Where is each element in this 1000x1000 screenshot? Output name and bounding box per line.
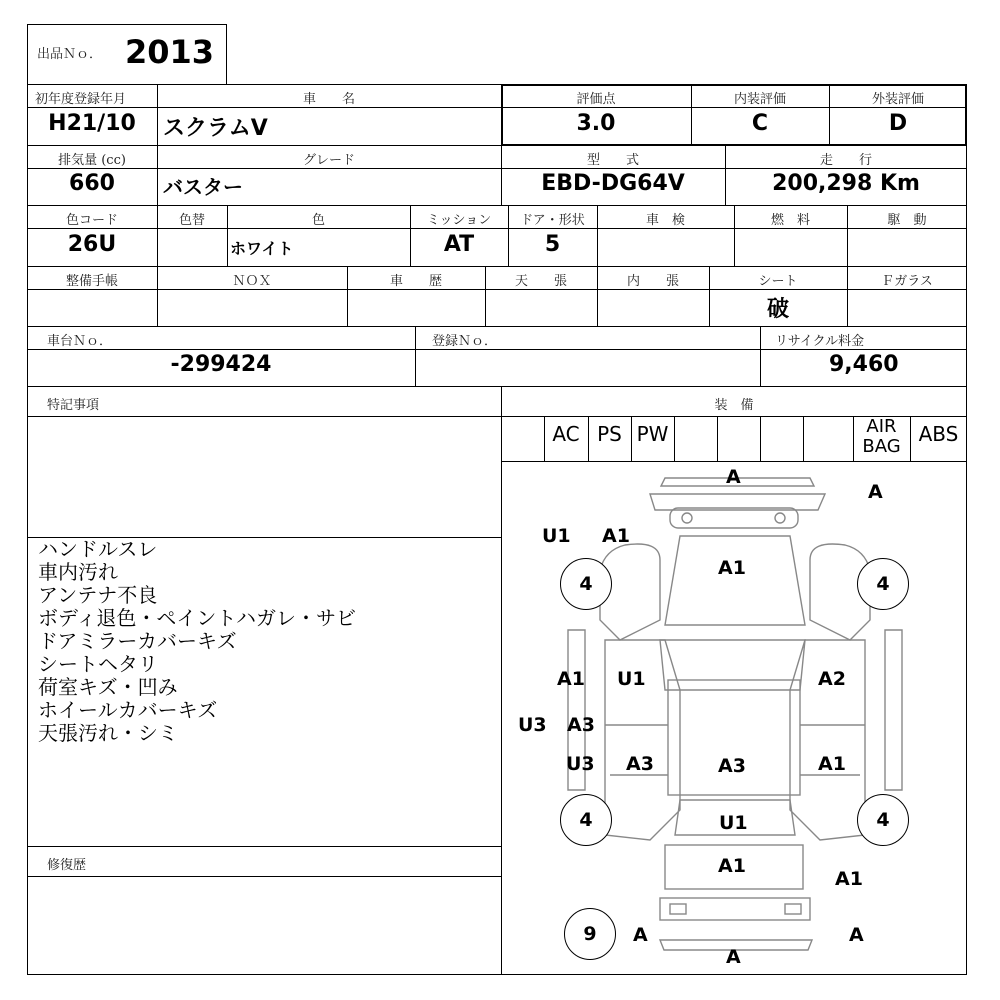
doors-value: 5	[544, 232, 561, 257]
damage-mark: A	[633, 924, 648, 946]
divider	[27, 386, 967, 387]
displacement-value: 660	[69, 171, 115, 196]
damage-mark: A	[726, 946, 741, 968]
divider	[27, 326, 967, 327]
nox-label: ＮＯＸ	[232, 274, 272, 289]
equipment-airbag: AIR BAG	[862, 416, 901, 457]
recycle-value: 9,460	[829, 352, 899, 377]
tire-rear-left: 4	[560, 794, 612, 846]
mission-label: ミッション	[426, 213, 492, 228]
divider	[27, 205, 967, 206]
seat-label: シート	[758, 274, 798, 289]
damage-mark: A1	[718, 855, 746, 877]
inspection-label: 車 検	[645, 213, 685, 228]
divider	[27, 876, 501, 877]
damage-mark: A1	[602, 525, 630, 547]
damage-mark: A	[849, 924, 864, 946]
note-line: 車内汚れ	[38, 560, 118, 584]
note-line: ボディ退色・ペイントハガレ・サビ	[38, 606, 356, 630]
color-code-label: 色コード	[65, 213, 118, 228]
mileage-label: 走 行	[819, 153, 872, 168]
lot-number-box	[27, 24, 227, 85]
damage-mark: A3	[626, 753, 654, 775]
damage-mark: A3	[567, 714, 595, 736]
mission-value: AT	[443, 232, 475, 257]
interior-value: C	[751, 111, 769, 136]
divider	[27, 289, 967, 290]
score-label: 評価点	[576, 92, 616, 107]
divider	[27, 846, 501, 847]
damage-mark: A	[868, 481, 883, 503]
divider	[27, 416, 967, 417]
fuel-label: 燃 料	[770, 213, 810, 228]
chassis-label: 車台Ｎｏ．	[47, 334, 113, 349]
first-reg-value: H21/10	[48, 111, 136, 136]
color-change-label: 色替	[178, 213, 205, 228]
roof-label: 天 張	[514, 274, 567, 289]
car-name-value: スクラムV	[163, 116, 268, 141]
damage-mark: U1	[542, 525, 571, 547]
divider	[27, 168, 967, 169]
service-book-label: 整備手帳	[65, 274, 118, 289]
note-line: シートヘタリ	[38, 652, 158, 676]
damage-mark: A	[726, 466, 741, 488]
divider	[760, 326, 761, 386]
divider	[415, 326, 416, 386]
registration-label: 登録Ｎｏ．	[432, 334, 498, 349]
repair-label: 修復歴	[47, 858, 87, 873]
equipment-label: 装 備	[714, 398, 754, 413]
divider	[27, 228, 967, 229]
damage-mark: A3	[718, 755, 746, 777]
damage-mark: U1	[617, 668, 646, 690]
note-line: 荷室キズ・凹み	[38, 675, 178, 699]
chassis-value: -299424	[170, 352, 272, 377]
history-label: 車 歴	[389, 274, 442, 289]
damage-mark: A1	[557, 668, 585, 690]
divider	[674, 416, 675, 461]
color-label: 色	[311, 213, 325, 228]
note-line: ドアミラーカバーキズ	[38, 629, 237, 653]
equipment-abs: ABS	[918, 422, 959, 446]
first-reg-label: 初年度登録年月	[35, 92, 127, 107]
note-line: 天張汚れ・シミ	[38, 721, 178, 745]
inner-label: 内 張	[626, 274, 679, 289]
exterior-value: D	[888, 111, 908, 136]
drive-label: 駆 動	[887, 213, 927, 228]
grade-value: バスター	[163, 175, 243, 199]
damage-mark: U3	[566, 753, 595, 775]
tire-spare: 9	[564, 908, 616, 960]
divider	[803, 416, 804, 461]
tire-front-left: 4	[560, 558, 612, 610]
equipment-ps: PS	[597, 422, 622, 446]
interior-label: 内装評価	[733, 92, 786, 107]
divider	[27, 349, 967, 350]
doors-label: ドア・形状	[520, 213, 585, 228]
note-line: ハンドルスレ	[38, 537, 158, 561]
color-code-value: 26U	[67, 232, 117, 257]
color-value: ホワイト	[230, 239, 294, 258]
divider	[27, 266, 967, 267]
damage-mark: U1	[719, 812, 748, 834]
car-name-label: 車 名	[302, 92, 355, 107]
tire-front-right: 4	[857, 558, 909, 610]
damage-mark: A1	[718, 557, 746, 579]
mileage-value: 200,298 Km	[772, 171, 920, 196]
exterior-label: 外装評価	[871, 92, 924, 107]
lot-number-label: 出品Ｎｏ．	[37, 47, 103, 62]
grade-label: グレード	[302, 153, 355, 168]
seat-value: 破	[766, 297, 789, 322]
recycle-label: リサイクル料金	[775, 334, 865, 349]
glass-label: Ｆガラス	[881, 274, 933, 289]
divider	[717, 416, 718, 461]
displacement-label: 排気量 (cc)	[58, 153, 126, 168]
model-label: 型 式	[586, 153, 639, 168]
score-value: 3.0	[576, 111, 616, 136]
divider	[760, 416, 761, 461]
tire-rear-right: 4	[857, 794, 909, 846]
equipment-pw: PW	[636, 422, 669, 446]
note-line: ホイールカバーキズ	[38, 698, 218, 722]
notes-label: 特記事項	[47, 398, 100, 413]
damage-mark: A1	[835, 868, 863, 890]
damage-mark: U3	[518, 714, 547, 736]
damage-mark: A2	[818, 668, 846, 690]
damage-mark: A1	[818, 753, 846, 775]
lot-number-value: 2013	[125, 33, 215, 71]
note-line: アンテナ不良	[38, 583, 158, 607]
equipment-ac: AC	[552, 422, 580, 446]
model-value: EBD-DG64V	[541, 171, 685, 196]
